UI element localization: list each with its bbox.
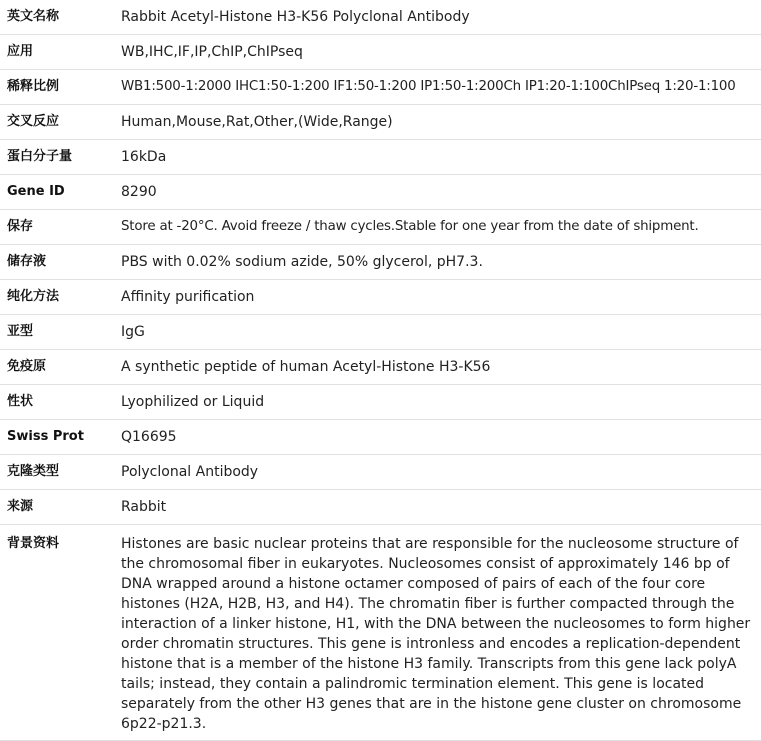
spec-label: Swiss Prot bbox=[7, 429, 84, 444]
spec-label: 纯化方法 bbox=[7, 289, 60, 304]
spec-label: 保存 bbox=[7, 219, 34, 234]
spec-label: 性状 bbox=[7, 394, 34, 409]
spec-row-storage bbox=[0, 210, 761, 245]
spec-label: Gene ID bbox=[7, 184, 65, 199]
spec-value: IgG bbox=[121, 324, 145, 340]
spec-row-purification bbox=[0, 280, 761, 315]
spec-value: A synthetic peptide of human Acetyl-Histone H3-K56 bbox=[121, 359, 491, 375]
spec-label: 来源 bbox=[7, 499, 34, 514]
spec-label: 亚型 bbox=[7, 324, 34, 339]
spec-row-dilution bbox=[0, 70, 761, 105]
spec-row-background bbox=[0, 525, 761, 741]
spec-label: 交叉反应 bbox=[7, 114, 60, 129]
spec-row-clonality bbox=[0, 455, 761, 490]
spec-label: 稀释比例 bbox=[7, 79, 60, 94]
spec-value: WB1:500-1:2000 IHC1:50-1:200 IF1:50-1:200 IP1:50-1:200Ch IP1:20-1:100ChIPseq 1:20-1:100 bbox=[121, 79, 736, 94]
spec-row-reactivity bbox=[0, 105, 761, 140]
spec-label: 储存液 bbox=[7, 254, 47, 269]
spec-value: Polyclonal Antibody bbox=[121, 464, 259, 480]
spec-value: Affinity purification bbox=[121, 289, 255, 305]
spec-row-molecular-weight bbox=[0, 140, 761, 175]
spec-row-isotype bbox=[0, 315, 761, 350]
spec-value: WB,IHC,IF,IP,ChIP,ChIPseq bbox=[121, 44, 303, 60]
spec-label: 克隆类型 bbox=[7, 464, 60, 479]
spec-row-buffer bbox=[0, 245, 761, 280]
spec-label: 免疫原 bbox=[7, 359, 47, 374]
spec-row-gene-id bbox=[0, 175, 761, 210]
spec-label: 英文名称 bbox=[7, 9, 60, 24]
spec-value: Rabbit Acetyl-Histone H3-K56 Polyclonal Antibody bbox=[121, 9, 470, 25]
spec-label: 背景资料 bbox=[7, 536, 60, 551]
spec-row-form bbox=[0, 385, 761, 420]
spec-value: Lyophilized or Liquid bbox=[121, 394, 265, 410]
spec-row-application bbox=[0, 35, 761, 70]
spec-row-host bbox=[0, 490, 761, 525]
spec-label: 蛋白分子量 bbox=[7, 149, 73, 164]
spec-value: Store at -20°C. Avoid freeze / thaw cycles.Stable for one year from the date of shipment. bbox=[121, 219, 699, 234]
spec-value: Rabbit bbox=[121, 499, 167, 515]
spec-value: Human,Mouse,Rat,Other,(Wide,Range) bbox=[121, 114, 393, 130]
spec-row-immunogen bbox=[0, 350, 761, 385]
spec-value: 16kDa bbox=[121, 149, 167, 165]
spec-value: Q16695 bbox=[121, 429, 177, 445]
spec-label: 应用 bbox=[7, 44, 34, 59]
spec-value: 8290 bbox=[121, 184, 157, 200]
spec-row-swiss-prot bbox=[0, 420, 761, 455]
spec-row-english-name bbox=[0, 0, 761, 35]
spec-value: PBS with 0.02% sodium azide, 50% glycerol, pH7.3. bbox=[121, 254, 483, 270]
spec-value-paragraph: Histones are basic nuclear proteins that are responsible for the nucleosome structure of the chromosomal fiber in eukaryotes. Nucleosomes consist of approximately 146 bp of DNA wrapped around a histone octamer composed of pairs of each of the four core histones (H2A, H2B, H3, and H4). The chromatin fiber is further compacted through the interaction of a linker histone, H1, with the DNA between the nucleosomes to form higher order chromatin structures. This gene is intronless and encodes a replication-dependent histone that is a member of the histone H3 family. Transcripts from this gene lack polyA tails; instead, they contain a palindromic termination element. This gene is located separately from the other H3 genes that are in the histone gene cluster on chromosome 6p22-p21.3. bbox=[121, 536, 751, 732]
